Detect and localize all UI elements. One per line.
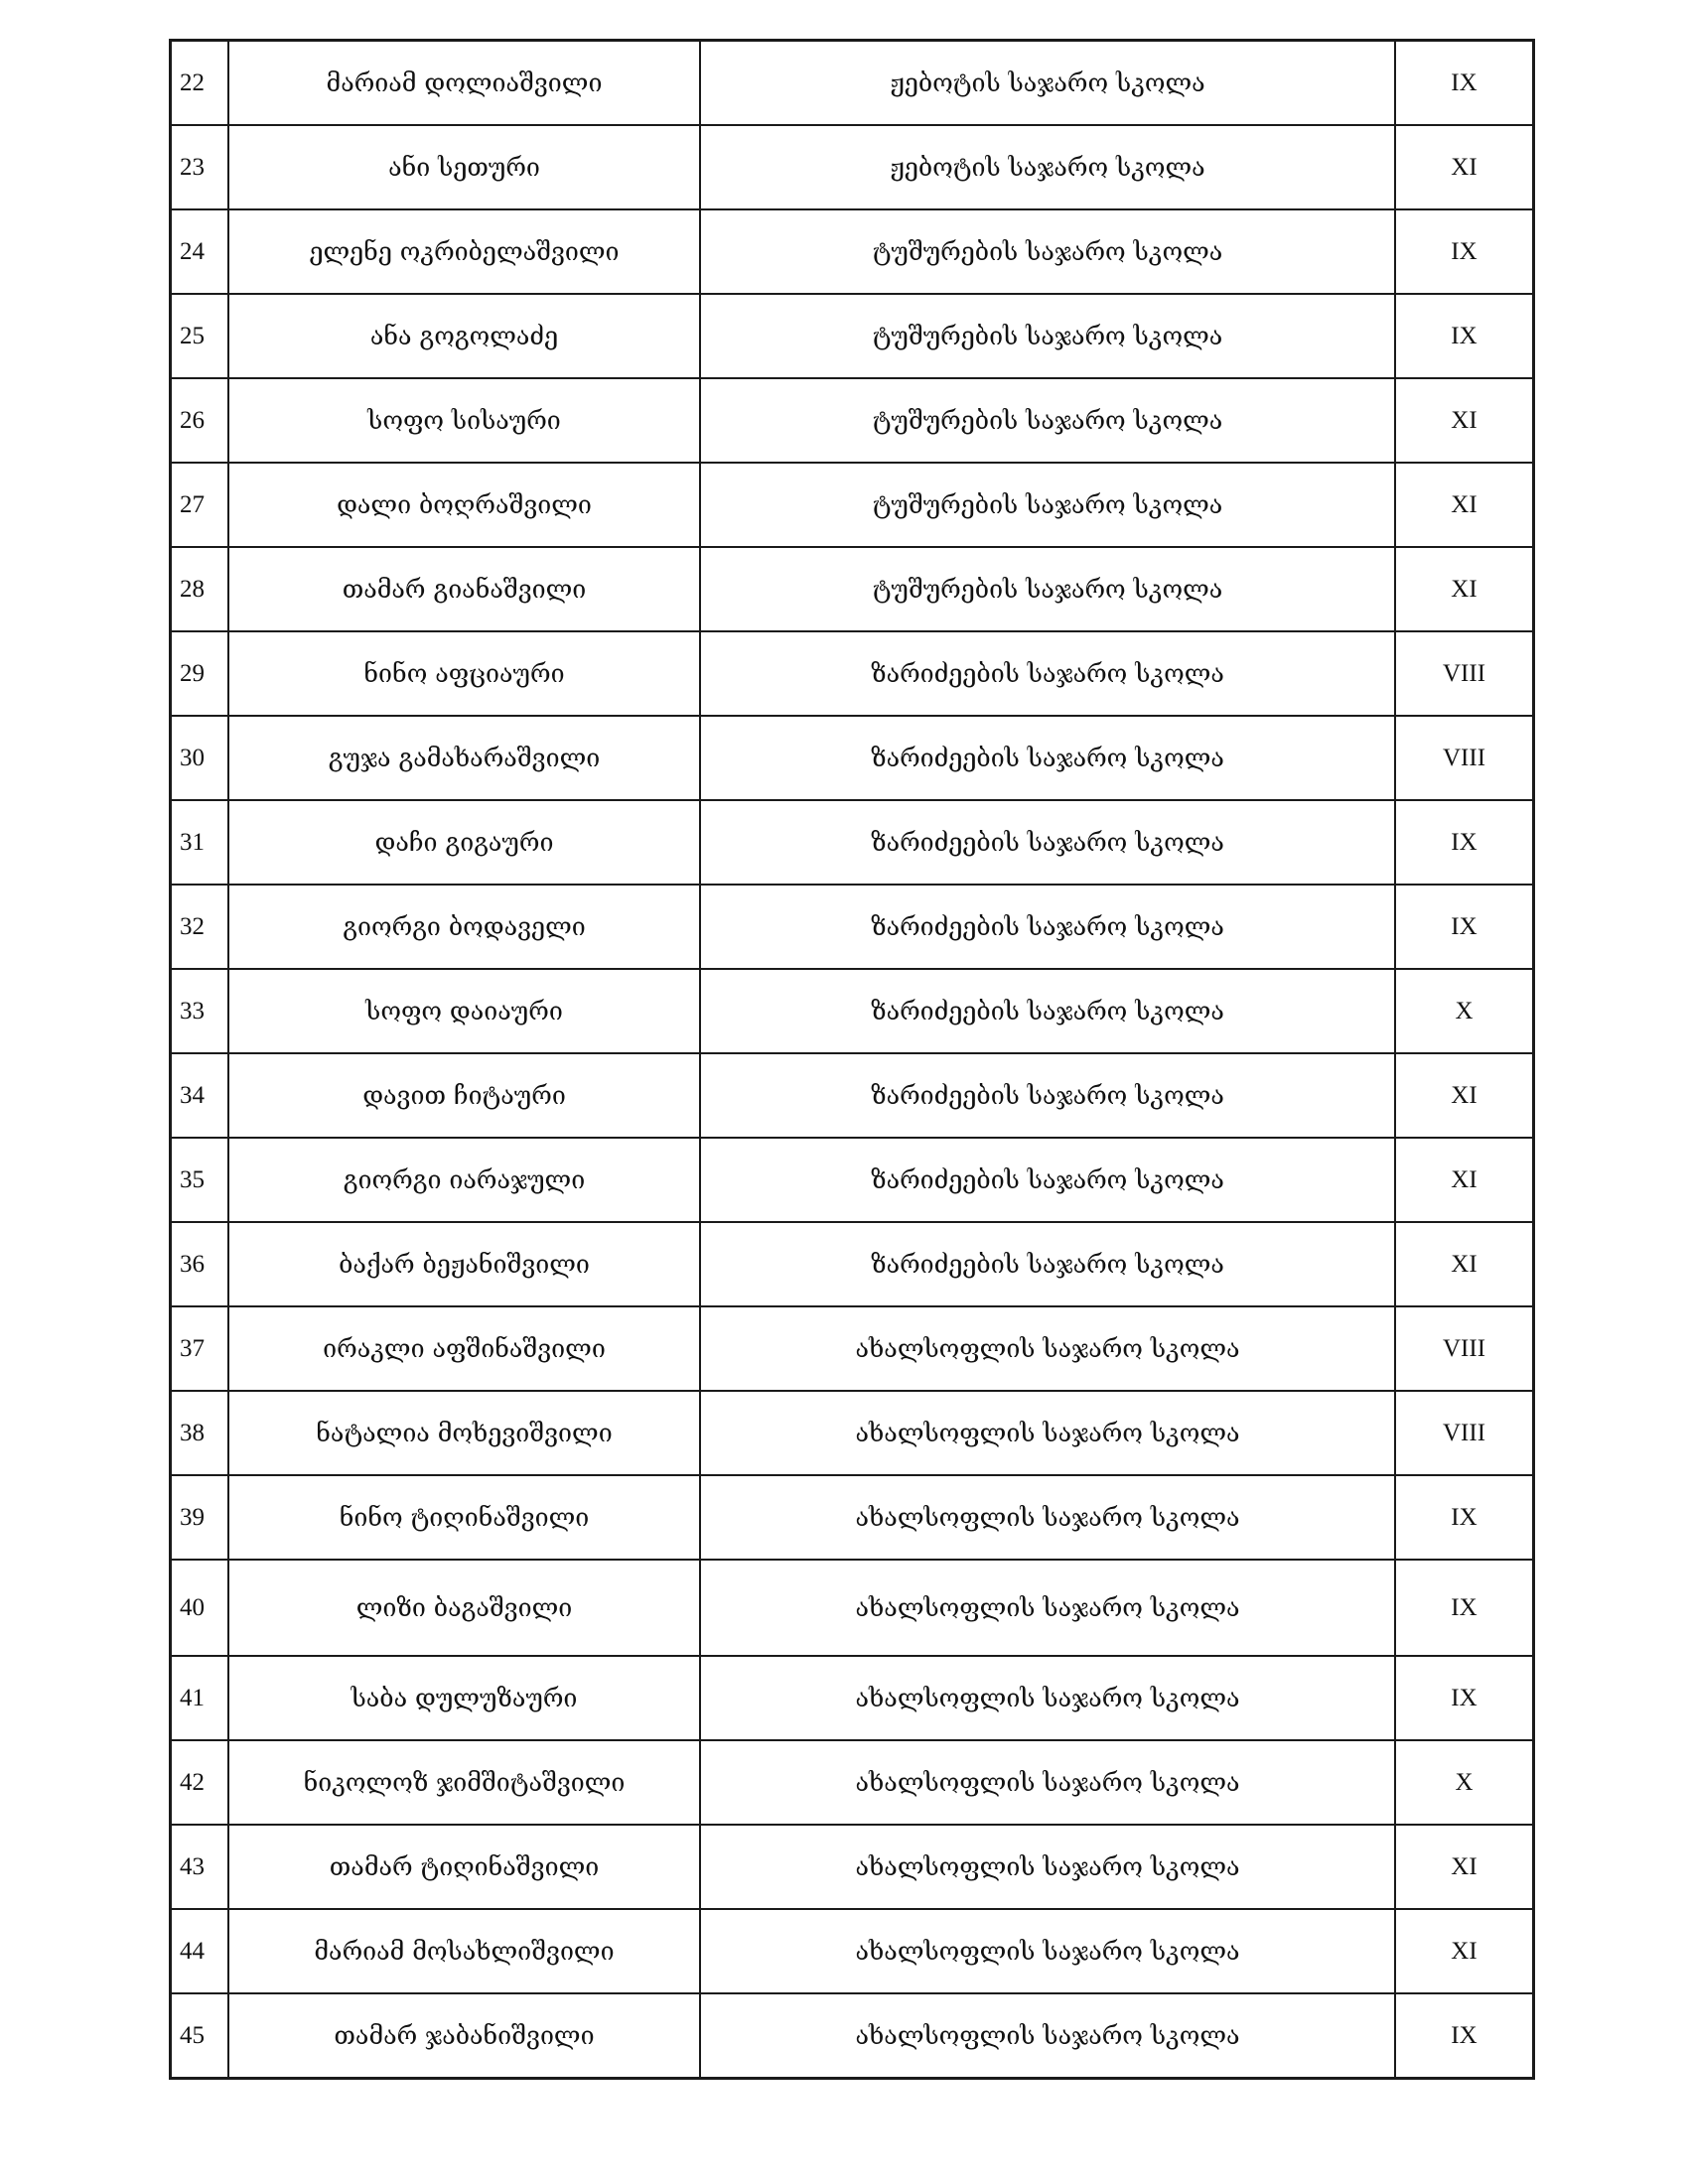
row-number: 42 [171,1740,229,1825]
school-name: ზარიძეების საჯარო სკოლა [700,631,1395,716]
row-number: 40 [171,1560,229,1656]
student-name: მარიამ დოლიაშვილი [228,41,700,126]
grade: IX [1395,885,1534,969]
school-name: ახალსოფლის საჯარო სკოლა [700,1993,1395,2079]
school-name: ზარიძეების საჯარო სკოლა [700,885,1395,969]
school-name: ახალსოფლის საჯარო სკოლა [700,1306,1395,1391]
table-row [171,294,1534,378]
row-number: 32 [171,885,229,969]
row-number: 38 [171,1391,229,1475]
table-row [171,1475,1534,1560]
table-row [171,1306,1534,1391]
grade: VIII [1395,1306,1534,1391]
table-row [171,1391,1534,1475]
grade: IX [1395,1475,1534,1560]
row-number: 23 [171,125,229,209]
student-name: გუჯა გამახარაშვილი [228,716,700,800]
table-row [171,969,1534,1053]
student-name: ირაკლი აფშინაშვილი [228,1306,700,1391]
student-name: ლიზი ბაგაშვილი [228,1560,700,1656]
row-number: 27 [171,463,229,547]
row-number: 26 [171,378,229,463]
table-row [171,125,1534,209]
table-row [171,885,1534,969]
school-name: ზარიძეების საჯარო სკოლა [700,1053,1395,1138]
student-name: სოფო დაიაური [228,969,700,1053]
grade: VIII [1395,1391,1534,1475]
school-name: ახალსოფლის საჯარო სკოლა [700,1740,1395,1825]
school-name: ზარიძეების საჯარო სკოლა [700,1222,1395,1306]
row-number: 39 [171,1475,229,1560]
grade: IX [1395,209,1534,294]
row-number: 31 [171,800,229,885]
row-number: 34 [171,1053,229,1138]
school-name: ახალსოფლის საჯარო სკოლა [700,1475,1395,1560]
row-number: 37 [171,1306,229,1391]
school-name: ტუშურების საჯარო სკოლა [700,378,1395,463]
school-name: ჟებოტის საჯარო სკოლა [700,41,1395,126]
student-name: სოფო სისაური [228,378,700,463]
school-name: ზარიძეების საჯარო სკოლა [700,1138,1395,1222]
table-row [171,378,1534,463]
student-name: თამარ გიანაშვილი [228,547,700,631]
student-name: გიორგი იარაჯული [228,1138,700,1222]
grade: VIII [1395,631,1534,716]
table-row [171,209,1534,294]
school-name: ზარიძეების საჯარო სკოლა [700,969,1395,1053]
student-name: ელენე ოკრიბელაშვილი [228,209,700,294]
grade: XI [1395,1909,1534,1993]
grade: X [1395,969,1534,1053]
student-name: დავით ჩიტაური [228,1053,700,1138]
table-row [171,463,1534,547]
school-name: ტუშურების საჯარო სკოლა [700,294,1395,378]
grade: IX [1395,1560,1534,1656]
student-name: თამარ ჯაბანიშვილი [228,1993,700,2079]
school-name: ზარიძეების საჯარო სკოლა [700,716,1395,800]
student-name: ანი სეთური [228,125,700,209]
grade: XI [1395,378,1534,463]
grade: IX [1395,294,1534,378]
row-number: 25 [171,294,229,378]
school-name: ახალსოფლის საჯარო სკოლა [700,1391,1395,1475]
row-number: 45 [171,1993,229,2079]
grade: XI [1395,547,1534,631]
school-name: ჟებოტის საჯარო სკოლა [700,125,1395,209]
row-number: 24 [171,209,229,294]
table-row [171,1656,1534,1740]
student-name: გიორგი ბოდაველი [228,885,700,969]
table-row [171,800,1534,885]
grade: XI [1395,125,1534,209]
grade: XI [1395,1138,1534,1222]
school-name: ტუშურების საჯარო სკოლა [700,209,1395,294]
grade: X [1395,1740,1534,1825]
row-number: 35 [171,1138,229,1222]
row-number: 29 [171,631,229,716]
table-row [171,1909,1534,1993]
student-name: დალი ბოღრაშვილი [228,463,700,547]
student-name: ანა გოგოლაძე [228,294,700,378]
grade: XI [1395,463,1534,547]
student-name: ნინო ტიღინაშვილი [228,1475,700,1560]
roster-body [171,41,1534,2079]
school-name: ზარიძეების საჯარო სკოლა [700,800,1395,885]
school-name: ახალსოფლის საჯარო სკოლა [700,1825,1395,1909]
row-number: 43 [171,1825,229,1909]
student-name: დაჩი გიგაური [228,800,700,885]
row-number: 41 [171,1656,229,1740]
student-name: მარიამ მოსახლიშვილი [228,1909,700,1993]
grade: IX [1395,41,1534,126]
row-number: 28 [171,547,229,631]
grade: IX [1395,1656,1534,1740]
table-row [171,41,1534,126]
table-row [171,1138,1534,1222]
grade: XI [1395,1222,1534,1306]
table-row [171,547,1534,631]
grade: XI [1395,1825,1534,1909]
student-roster-table [169,39,1535,2080]
grade: VIII [1395,716,1534,800]
row-number: 22 [171,41,229,126]
table-row [171,1825,1534,1909]
grade: IX [1395,1993,1534,2079]
student-name: საბა დულუზაური [228,1656,700,1740]
row-number: 33 [171,969,229,1053]
student-name: ნინო აფციაური [228,631,700,716]
row-number: 44 [171,1909,229,1993]
table-row [171,631,1534,716]
table-row [171,1222,1534,1306]
table-row [171,1560,1534,1656]
school-name: ტუშურების საჯარო სკოლა [700,463,1395,547]
school-name: ახალსოფლის საჯარო სკოლა [700,1560,1395,1656]
student-name: თამარ ტიღინაშვილი [228,1825,700,1909]
table-row [171,716,1534,800]
table-row [171,1740,1534,1825]
grade: XI [1395,1053,1534,1138]
row-number: 36 [171,1222,229,1306]
row-number: 30 [171,716,229,800]
student-name: ნიკოლოზ ჯიმშიტაშვილი [228,1740,700,1825]
school-name: ახალსოფლის საჯარო სკოლა [700,1656,1395,1740]
school-name: ახალსოფლის საჯარო სკოლა [700,1909,1395,1993]
student-name: ბაქარ ბეჟანიშვილი [228,1222,700,1306]
school-name: ტუშურების საჯარო სკოლა [700,547,1395,631]
table-row [171,1053,1534,1138]
student-name: ნატალია მოხევიშვილი [228,1391,700,1475]
grade: IX [1395,800,1534,885]
table-row [171,1993,1534,2079]
